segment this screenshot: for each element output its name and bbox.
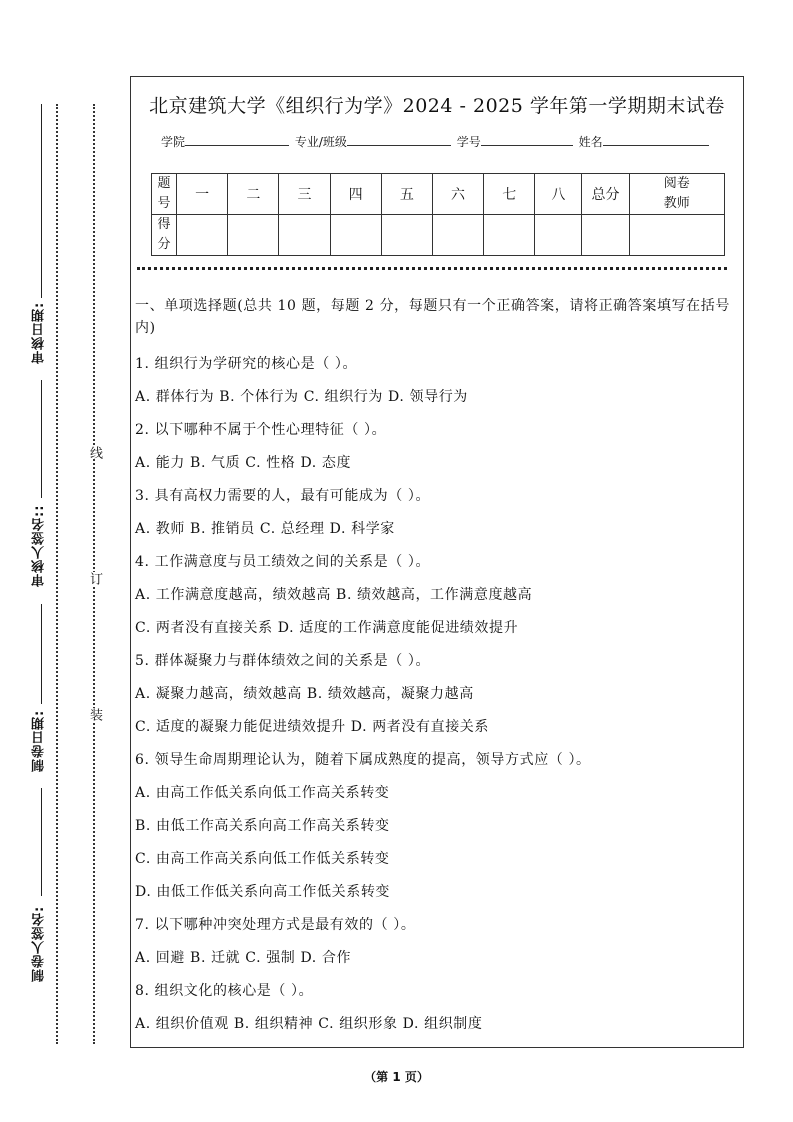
student-no-field[interactable] <box>481 133 573 146</box>
page-number: （第 1 页） <box>364 1070 429 1084</box>
question-line: 1. 组织行为学研究的核心是（ ）。 <box>135 356 358 372</box>
reviewer-sign-blank[interactable] <box>41 380 42 498</box>
option-line: A. 能力 B. 气质 C. 性格 D. 态度 <box>135 455 352 471</box>
option-line: A. 由高工作低关系向低工作高关系转变 <box>135 785 390 801</box>
col-header-4: 四 <box>330 174 381 215</box>
score-table-header-row <box>152 174 725 215</box>
name-field[interactable] <box>603 133 709 146</box>
col-header-3: 三 <box>279 174 330 215</box>
option-line: C. 适度的凝聚力能促进绩效提升 D. 两者没有直接关系 <box>135 719 489 735</box>
name-label: 姓名 <box>578 135 603 149</box>
maker-sign-blank[interactable] <box>41 788 42 896</box>
dotted-separator <box>137 267 727 270</box>
score-cell-4[interactable] <box>330 215 381 256</box>
grader-cell[interactable] <box>629 215 724 256</box>
score-cell-6[interactable] <box>432 215 483 256</box>
score-char-1: 得 <box>157 217 171 232</box>
section-heading: 一、单项选择题(总共 10 题，每题 2 分，每题只有一个正确答案，请将正确答案填写在括号内) <box>135 298 730 336</box>
grader-header <box>629 174 724 215</box>
question-line: 6. 领导生命周期理论认为，随着下属成熟度的提高，领导方式应（ ）。 <box>135 752 591 768</box>
question-line: 7. 以下哪种冲突处理方式是最有效的（ ）。 <box>135 917 416 933</box>
col-header-7: 七 <box>484 174 535 215</box>
college-field[interactable] <box>185 133 289 146</box>
question-line: 5. 群体凝聚力与群体绩效之间的关系是（ ）。 <box>135 653 431 669</box>
question-line: 4. 工作满意度与员工绩效之间的关系是（ ）。 <box>135 554 431 570</box>
question-line: 3. 具有高权力需要的人，最有可能成为（ ）。 <box>135 488 431 504</box>
binding-mark-line: 线 <box>87 446 102 459</box>
score-cell-5[interactable] <box>381 215 432 256</box>
make-date-blank[interactable] <box>41 604 42 704</box>
score-cell-8[interactable] <box>535 215 582 256</box>
score-cell-1[interactable] <box>177 215 228 256</box>
option-line: A. 凝聚力越高，绩效越高 B. 绩效越高，凝聚力越高 <box>135 686 474 702</box>
exam-paper <box>130 76 744 1048</box>
review-date-blank[interactable] <box>41 104 42 298</box>
question-no-header <box>152 174 177 215</box>
make-date-label: 制卷日期: <box>32 709 47 773</box>
score-table <box>151 173 725 256</box>
reviewer-sign-label: 审核人签名:: <box>32 504 47 588</box>
col-header-total: 总分 <box>582 174 629 215</box>
option-line: A. 回避 B. 迁就 C. 强制 D. 合作 <box>135 950 352 966</box>
exam-title: 北京建筑大学《组织行为学》2024 - 2025 学年第一学期期末试卷 <box>149 95 725 117</box>
option-line: A. 群体行为 B. 个体行为 C. 组织行为 D. 领导行为 <box>135 389 468 405</box>
major-label: 专业/班级 <box>294 135 347 149</box>
col-header-8: 八 <box>535 174 582 215</box>
review-date-label: 审核日期: <box>32 301 47 365</box>
option-line: A. 组织价值观 B. 组织精神 C. 组织形象 D. 组织制度 <box>135 1016 483 1032</box>
option-line: C. 由高工作高关系向低工作低关系转变 <box>135 851 390 867</box>
score-cell-3[interactable] <box>279 215 330 256</box>
binding-mark-fold: 装 <box>87 708 102 721</box>
option-line: A. 工作满意度越高，绩效越高 B. 绩效越高，工作满意度越高 <box>135 587 533 603</box>
maker-sign-label: 制卷人签名: <box>32 905 47 983</box>
score-table-score-row <box>152 215 725 256</box>
grader-char-2: 教师 <box>663 196 690 211</box>
col-header-5: 五 <box>381 174 432 215</box>
option-line: C. 两者没有直接关系 D. 适度的工作满意度能促进绩效提升 <box>135 620 519 636</box>
student-info-line <box>161 133 711 150</box>
option-line: D. 由低工作低关系向高工作低关系转变 <box>135 884 391 900</box>
college-label: 学院 <box>161 135 186 149</box>
score-char-2: 分 <box>157 237 171 252</box>
major-field[interactable] <box>347 133 451 146</box>
option-line: A. 教师 B. 推销员 C. 总经理 D. 科学家 <box>135 521 395 537</box>
score-cell-7[interactable] <box>484 215 535 256</box>
student-no-label: 学号 <box>456 135 481 149</box>
question-line: 2. 以下哪种不属于个性心理特征（ ）。 <box>135 422 387 438</box>
binding-dotted-line-outer <box>56 104 58 1044</box>
col-header-2: 二 <box>228 174 279 215</box>
score-cell-total[interactable] <box>582 215 629 256</box>
col-header-1: 一 <box>177 174 228 215</box>
exam-content <box>135 295 739 1041</box>
score-row-header <box>152 215 177 256</box>
grader-char-1: 阅卷 <box>663 176 690 191</box>
binding-mark-staple: 订 <box>87 572 102 585</box>
option-line: B. 由低工作高关系向高工作高关系转变 <box>135 818 390 834</box>
question-line: 8. 组织文化的核心是（ ）。 <box>135 983 314 999</box>
question-no-char-1: 题 <box>157 176 171 191</box>
score-cell-2[interactable] <box>228 215 279 256</box>
question-no-char-2: 号 <box>157 196 171 211</box>
col-header-6: 六 <box>432 174 483 215</box>
